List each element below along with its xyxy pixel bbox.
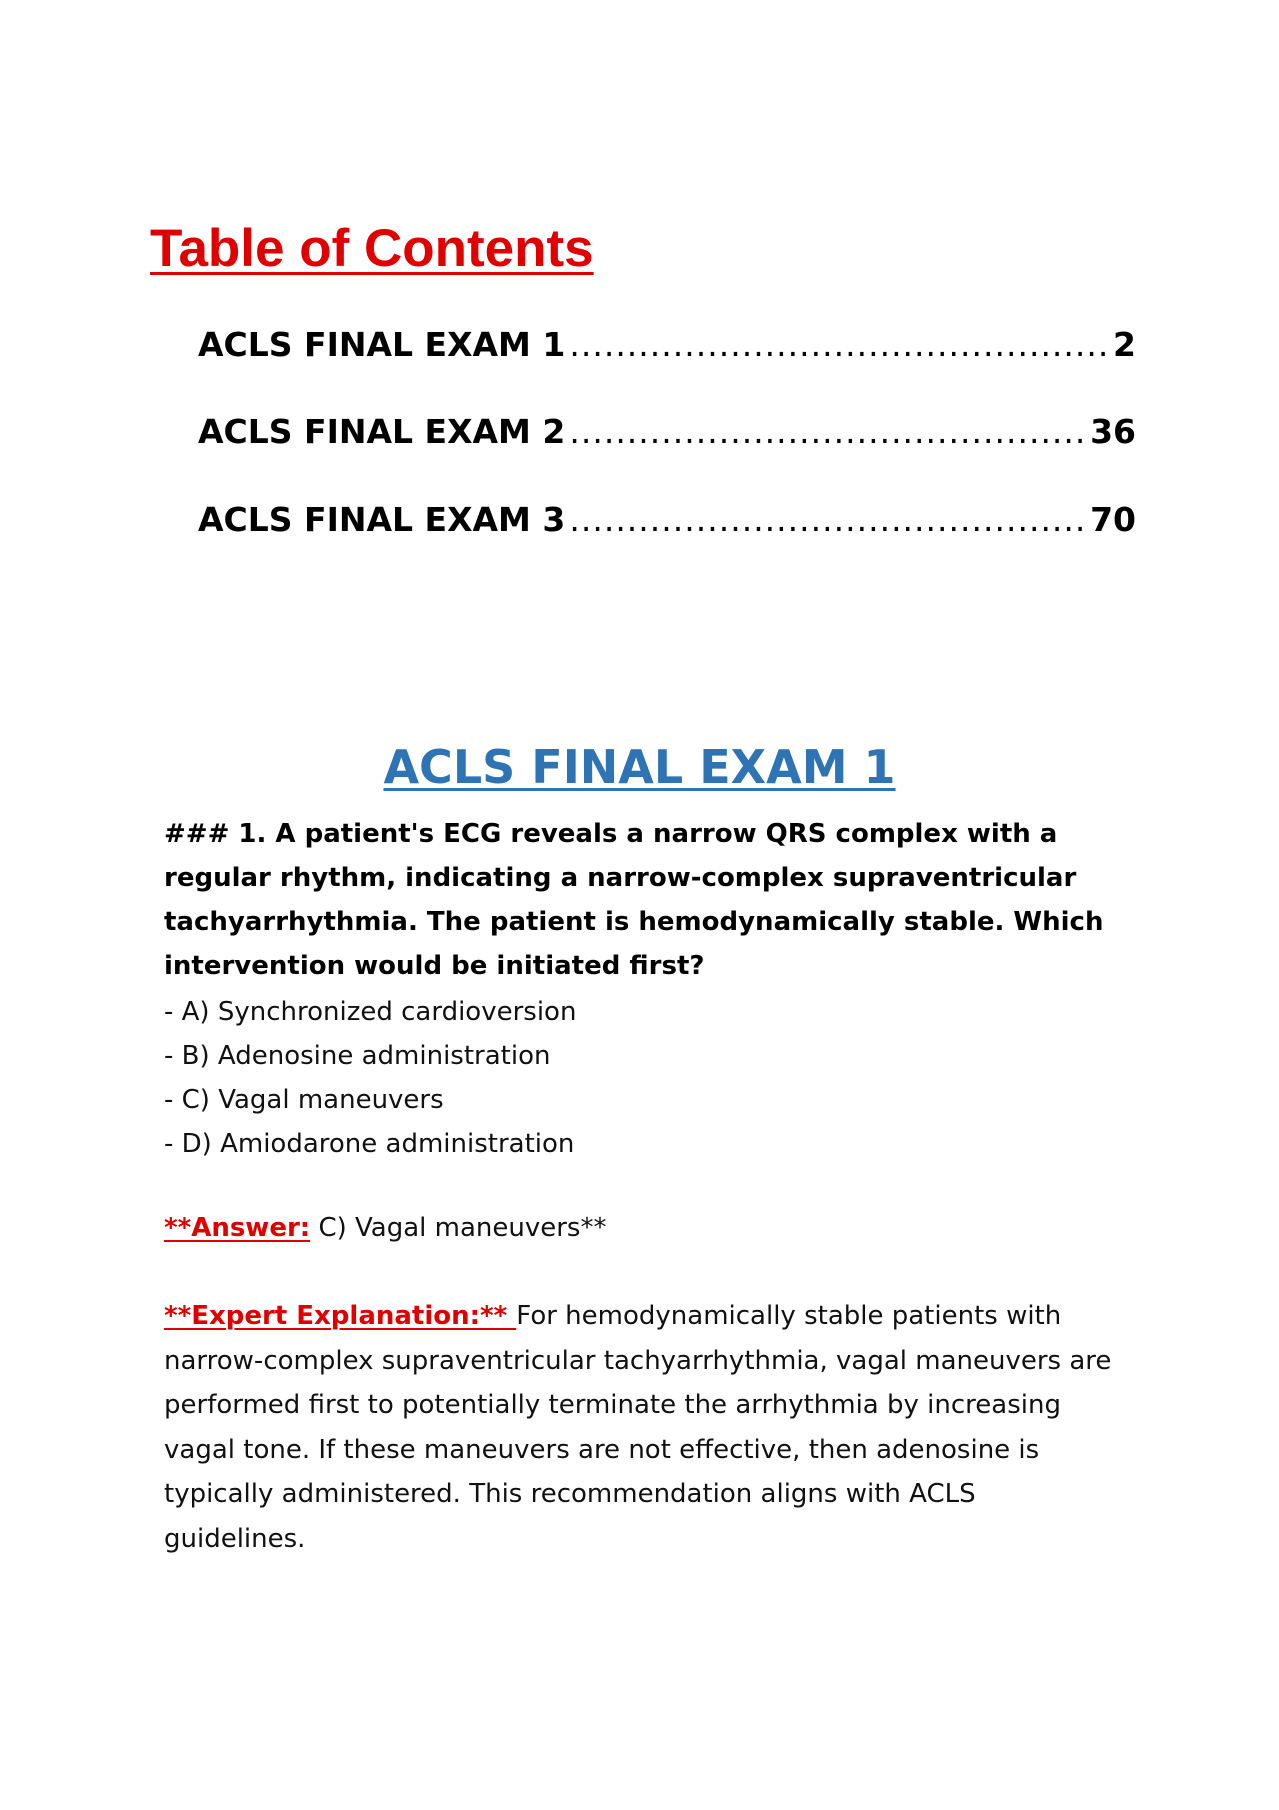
option-d: - D) Amiodarone administration [164, 1129, 575, 1159]
option-c: - C) Vagal maneuvers [164, 1085, 444, 1115]
toc-entry-page: 2 [1113, 325, 1136, 364]
toc-title: Table of Contents [150, 219, 594, 278]
explanation-label: **Expert Explanation:** [164, 1301, 517, 1331]
exam-section-heading [0, 740, 1279, 794]
toc-entry-page: 70 [1090, 500, 1136, 539]
toc-entry[interactable] [198, 500, 1136, 540]
toc-entry-label: ACLS FINAL EXAM 3 [198, 500, 566, 539]
exam-section-heading-text: ACLS FINAL EXAM 1 [383, 740, 896, 794]
toc-dot-leader [569, 500, 1086, 540]
answer-options-list [164, 990, 576, 1166]
toc-dot-leader [569, 325, 1109, 365]
toc-dot-leader [569, 412, 1086, 452]
answer-label: **Answer: [164, 1213, 311, 1243]
option-b: - B) Adenosine administration [164, 1041, 551, 1071]
toc-entry-label: ACLS FINAL EXAM 2 [198, 412, 566, 451]
question-text: ### 1. A patient's ECG reveals a narrow QRS complex with a regular rhythm, indicating a narrow-complex supraventricular tachyarrhythmia. The patient is hemodynamically stable. Which intervention would be initiated first? [164, 819, 1104, 981]
answer-text: C) Vagal maneuvers** [310, 1213, 607, 1243]
explanation-text: For hemodynamically stable patients with narrow-complex supraventricular tachyarrhythmia, vagal maneuvers are performed first to potentially terminate the arrhythmia by increasing vagal tone. If these maneuvers are not effective, then adenosine is typically administered. This recommendation aligns with ACLS guidelines. [164, 1301, 1112, 1554]
option-a: - A) Synchronized cardioversion [164, 997, 577, 1027]
answer-line [164, 1206, 606, 1250]
explanation-paragraph [164, 1294, 1124, 1561]
toc-entry[interactable] [198, 325, 1136, 365]
toc-entry[interactable] [198, 412, 1136, 452]
toc-entry-page: 36 [1090, 412, 1136, 451]
toc-entry-label: ACLS FINAL EXAM 1 [198, 325, 566, 364]
